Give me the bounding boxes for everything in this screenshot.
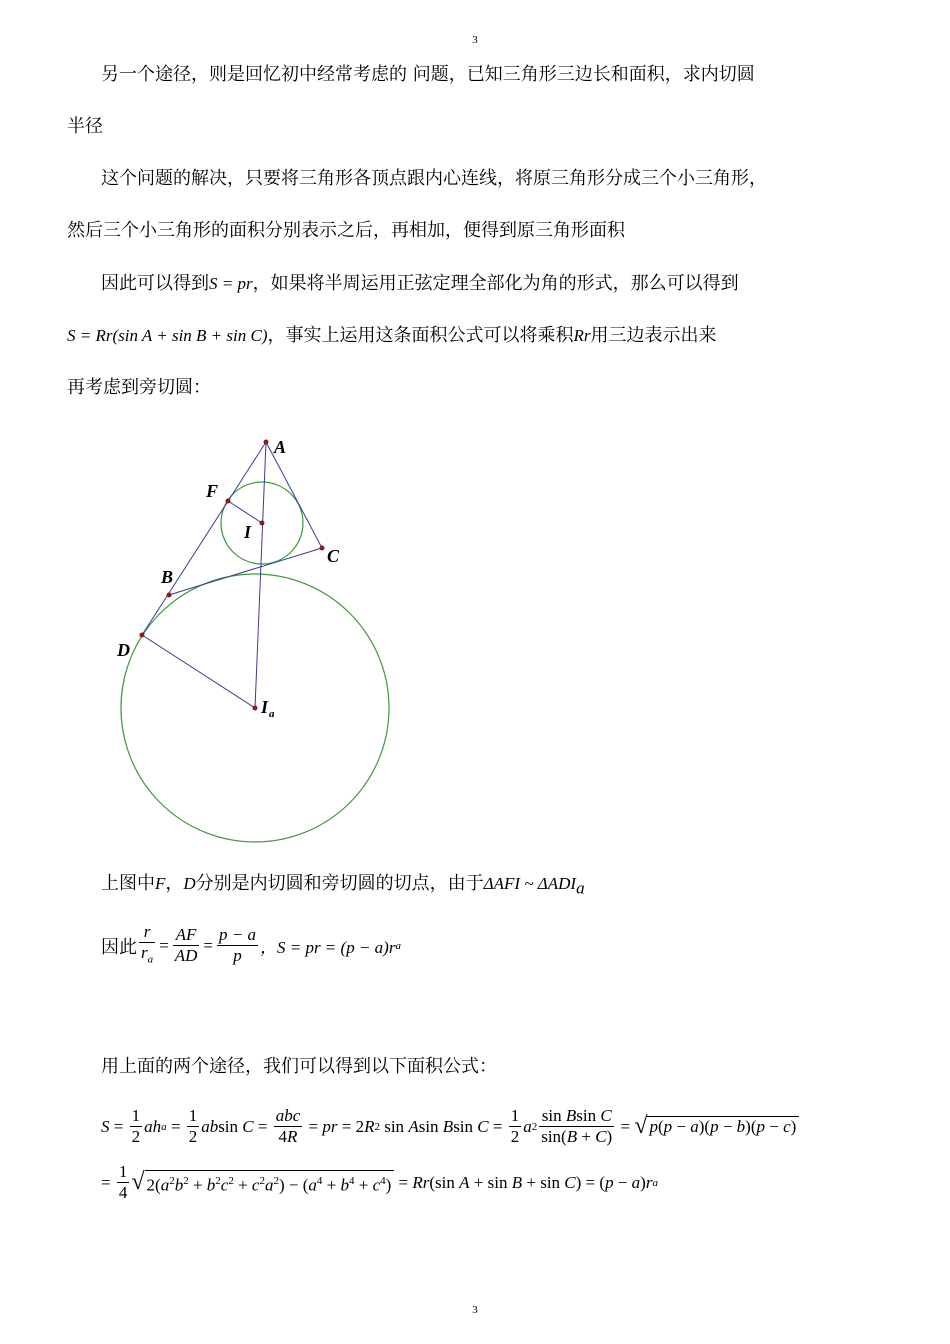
segment-D-Ia <box>142 635 255 708</box>
paragraph-1-line-2: 半径 <box>67 116 103 137</box>
segment-B-C <box>169 548 322 595</box>
label-Ia-sub: a <box>269 708 275 720</box>
point-C <box>320 546 325 551</box>
label-F: F <box>206 481 219 501</box>
paragraph-4-post: 用三边表示出来 <box>590 325 717 346</box>
point-A <box>264 440 269 445</box>
paragraph-3 <box>101 272 739 296</box>
segment-A-C <box>266 442 322 548</box>
paragraph-3-post: ，如果将半周运用正弦定理全部化为角的形式，那么可以得到 <box>252 273 739 294</box>
excircle-figure <box>100 425 400 850</box>
formula-intro: 用上面的两个途径，我们可以得到以下面积公式： <box>101 1056 497 1077</box>
formula-s-rr-sin: S = Rr(sin A + sin B + sin C) <box>67 326 268 345</box>
label-D: D <box>117 640 130 660</box>
paragraph-3-pre: 因此可以得到 <box>101 273 209 294</box>
page-number-top: 3 <box>472 34 478 46</box>
ratio-equation: 因此 $\frac{r}{r_a}$ = $\frac{AF}{AD}$ = $\frac{p - a}{p}$ ，S = pr = (p − a)r a <box>101 922 401 966</box>
area-formula-line-2: = $\frac{1}{4}$ √ $2(a^2b^2 + b^2c^2 + c^2a^2) - (a^4 + b^4 + c^4)$ = Rr (sin A + sin B + sin C ) = ( p − a ) r a <box>101 1162 658 1202</box>
label-A: A <box>274 437 287 457</box>
segment-F-I <box>228 501 262 523</box>
paragraph-2-line-1: 这个问题的解决，只要将三角形各顶点跟内心连线，将原三角形分成三个小三角形， <box>101 168 767 189</box>
similarity-formula: ΔAFI ~ ΔADI <box>483 874 577 893</box>
label-C: C <box>327 546 340 566</box>
formula-rr: Rr <box>573 326 591 345</box>
point-Ia <box>253 706 258 711</box>
label-B: B <box>161 567 174 587</box>
page-number-bottom: 3 <box>472 1304 478 1316</box>
label-Ia: I <box>261 697 269 717</box>
label-I: I <box>244 522 252 542</box>
point-F <box>226 499 231 504</box>
paragraph-4-mid: ，事实上运用这条面积公式可以将乘积 <box>267 325 574 346</box>
point-I <box>260 521 265 526</box>
point-D <box>140 633 145 638</box>
paragraph-5: 再考虑到旁切圆： <box>67 377 211 398</box>
paragraph-2-line-2: 然后三个小三角形的面积分别表示之后，再相加，便得到原三角形面积 <box>67 220 625 241</box>
area-formula-line-1: S = $\frac{1}{2}$ ah a = $\frac{1}{2}$ ab sin C = $\frac{\text{abc}}{4R}$ = pr = 2 R 2 sin A sin B sin C = $\frac{1}{2}$ a 2 $\frac{\text{sin Bsin C}}{\sin(B + C)}$ = √ p(p − a)(p − b)(p − c) <box>101 1106 799 1147</box>
paragraph-4 <box>67 324 717 348</box>
paragraph-1-line-1: 另一个途径，则是回忆初中经常考虑的 问题，已知三角形三边长和面积，求内切圆 <box>101 64 755 85</box>
figure-caption: 上图中F，D分别是内切圆和旁切圆的切点，由于ΔAFI ~ $\Delta ADI_a$ <box>101 873 585 898</box>
point-B <box>167 593 172 598</box>
formula-s-pr: S = pr <box>209 274 253 293</box>
